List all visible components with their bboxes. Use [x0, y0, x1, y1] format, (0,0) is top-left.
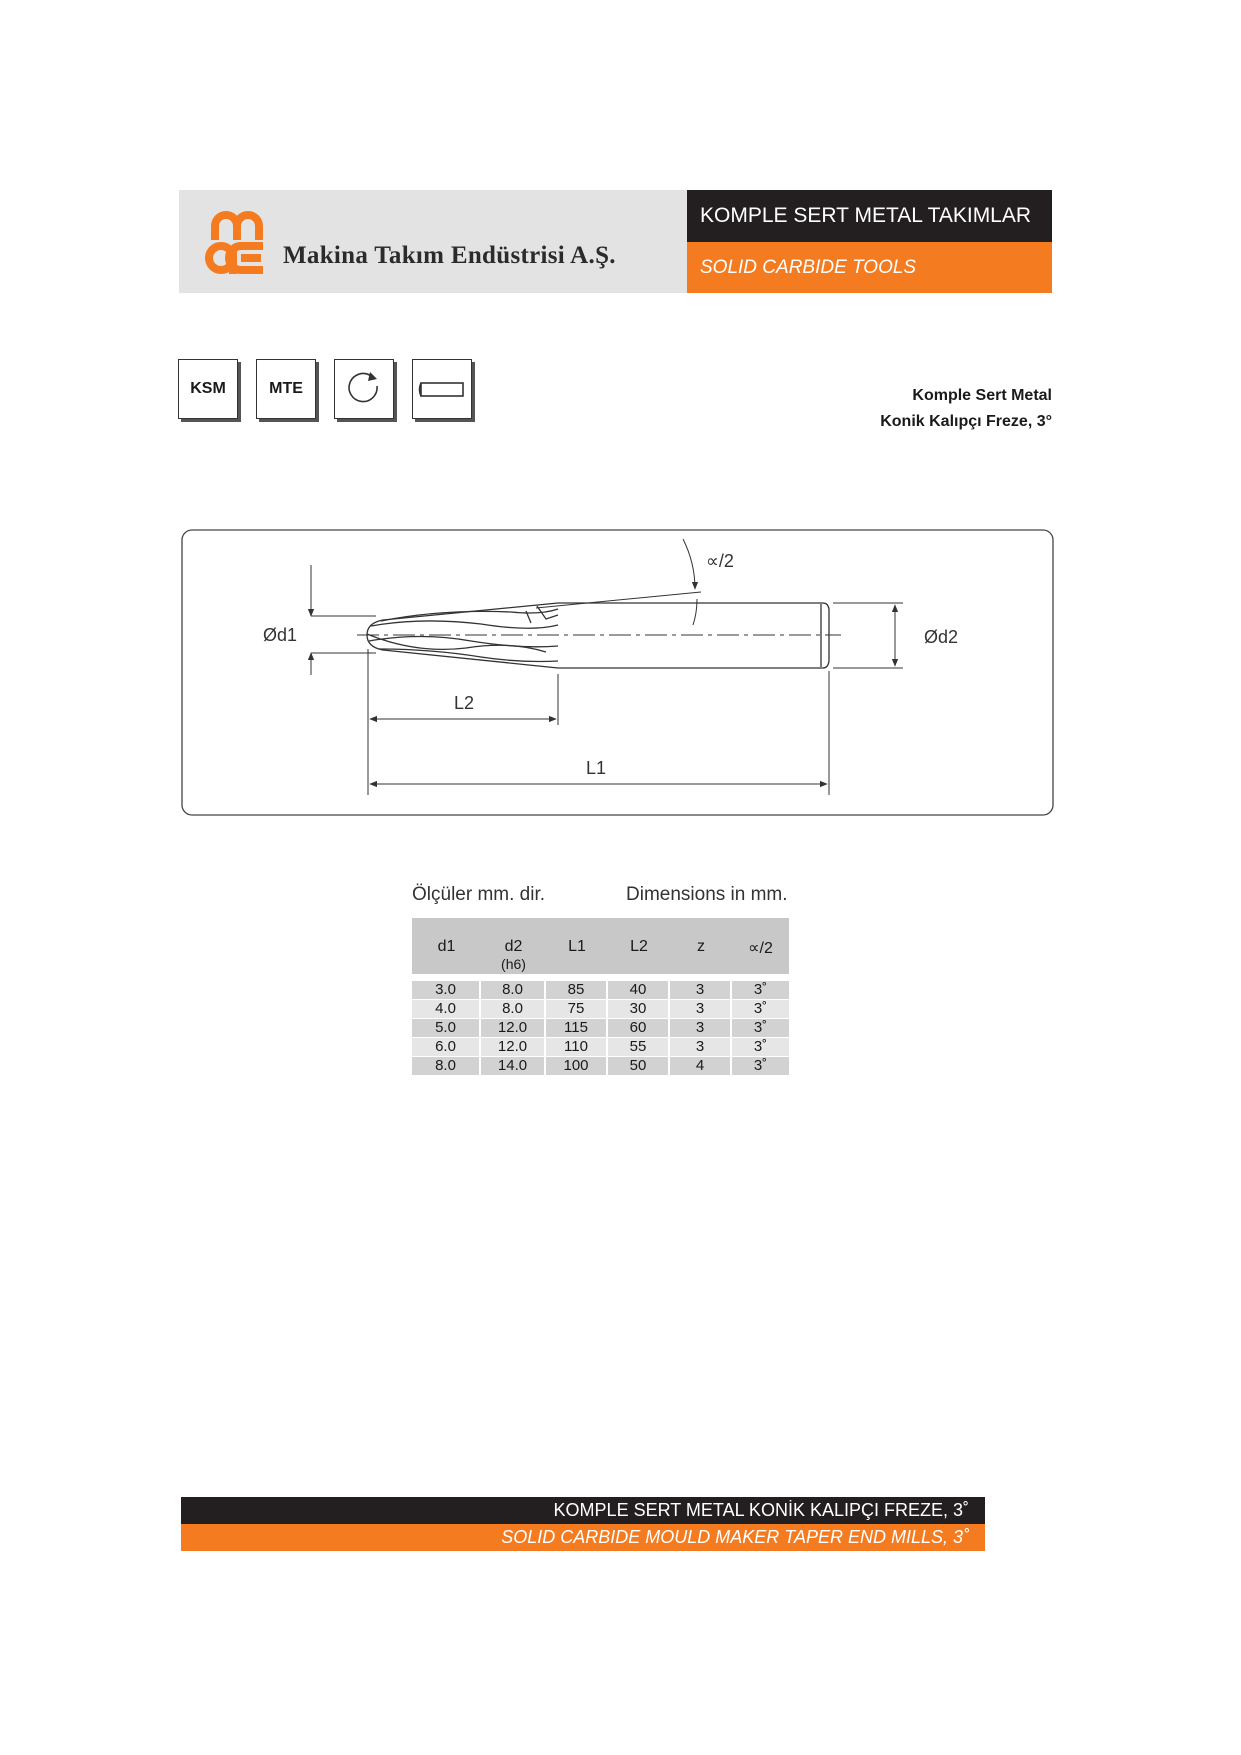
cell-d2: 12.0 — [481, 1038, 544, 1056]
cell-d1: 3.0 — [412, 981, 479, 999]
badge-mte: MTE — [256, 359, 316, 419]
brand-panel — [179, 190, 687, 293]
header-z: z — [697, 938, 705, 955]
cell-d1: 6.0 — [412, 1038, 479, 1056]
cell-z: 3 — [670, 981, 730, 999]
cell-l1: 100 — [546, 1057, 606, 1075]
dimension-table — [412, 918, 789, 1075]
technical-drawing — [181, 529, 1054, 816]
cell-d2: 8.0 — [481, 1000, 544, 1018]
header-l1: L1 — [568, 938, 586, 955]
company-name: Makina Takım Endüstrisi A.Ş. — [283, 242, 616, 269]
cell-l1: 75 — [546, 1000, 606, 1018]
label-l2: L2 — [454, 693, 475, 713]
cell-angle: 3˚ — [732, 981, 789, 999]
label-l1: L1 — [586, 758, 607, 778]
cell-l2: 40 — [608, 981, 668, 999]
product-title — [880, 383, 1052, 435]
cell-z: 3 — [670, 1038, 730, 1056]
label-angle: ∝/2 — [706, 551, 734, 571]
cell-l1: 115 — [546, 1019, 606, 1037]
cylindrical-shank-icon — [417, 374, 467, 404]
cell-z: 3 — [670, 1000, 730, 1018]
badge-ksm: KSM — [178, 359, 238, 419]
badge-rotation — [334, 359, 394, 419]
table-header — [412, 918, 789, 974]
header-l2: L2 — [630, 938, 648, 955]
product-title-line2: Konik Kalıpçı Freze, 3° — [880, 413, 1052, 430]
table-row — [412, 981, 789, 999]
product-title-line1: Komple Sert Metal — [912, 387, 1052, 404]
cell-d1: 5.0 — [412, 1019, 479, 1037]
badge-shank — [412, 359, 472, 419]
label-d1: Ød1 — [263, 625, 298, 645]
cell-l2: 55 — [608, 1038, 668, 1056]
cell-z: 4 — [670, 1057, 730, 1075]
cell-d1: 8.0 — [412, 1057, 479, 1075]
header-d2-tolerance: (h6) — [501, 956, 526, 972]
units-label-en: Dimensions in mm. — [626, 884, 788, 905]
cell-d2: 14.0 — [481, 1057, 544, 1075]
cell-l1: 85 — [546, 981, 606, 999]
header-angle: ∝/2 — [748, 940, 773, 957]
table-row — [412, 1000, 789, 1018]
cell-angle: 3˚ — [732, 1000, 789, 1018]
table-row — [412, 1019, 789, 1037]
cell-l2: 30 — [608, 1000, 668, 1018]
company-logo-icon — [201, 208, 273, 276]
table-row — [412, 1038, 789, 1056]
rotation-clockwise-icon — [344, 369, 384, 409]
cell-d1: 4.0 — [412, 1000, 479, 1018]
cell-z: 3 — [670, 1019, 730, 1037]
cell-d2: 12.0 — [481, 1019, 544, 1037]
footer-title-en: SOLID CARBIDE MOULD MAKER TAPER END MILLS, 3˚ — [181, 1524, 985, 1551]
label-d2: Ød2 — [924, 627, 959, 647]
cell-l2: 60 — [608, 1019, 668, 1037]
category-title-en: SOLID CARBIDE TOOLS — [687, 242, 1052, 293]
category-title-tr: KOMPLE SERT METAL TAKIMLAR — [687, 190, 1052, 242]
table-row — [412, 1057, 789, 1075]
header-d1: d1 — [437, 938, 456, 955]
cell-d2: 8.0 — [481, 981, 544, 999]
cell-l2: 50 — [608, 1057, 668, 1075]
footer-title-tr: KOMPLE SERT METAL KONİK KALIPÇI FREZE, 3˚ — [181, 1497, 985, 1524]
page-header — [179, 190, 1052, 293]
cell-angle: 3˚ — [732, 1057, 789, 1075]
cell-angle: 3˚ — [732, 1038, 789, 1056]
cell-l1: 110 — [546, 1038, 606, 1056]
header-d2: d2 — [504, 938, 523, 955]
units-label-tr: Ölçüler mm. dir. — [412, 884, 546, 905]
cell-angle: 3˚ — [732, 1019, 789, 1037]
